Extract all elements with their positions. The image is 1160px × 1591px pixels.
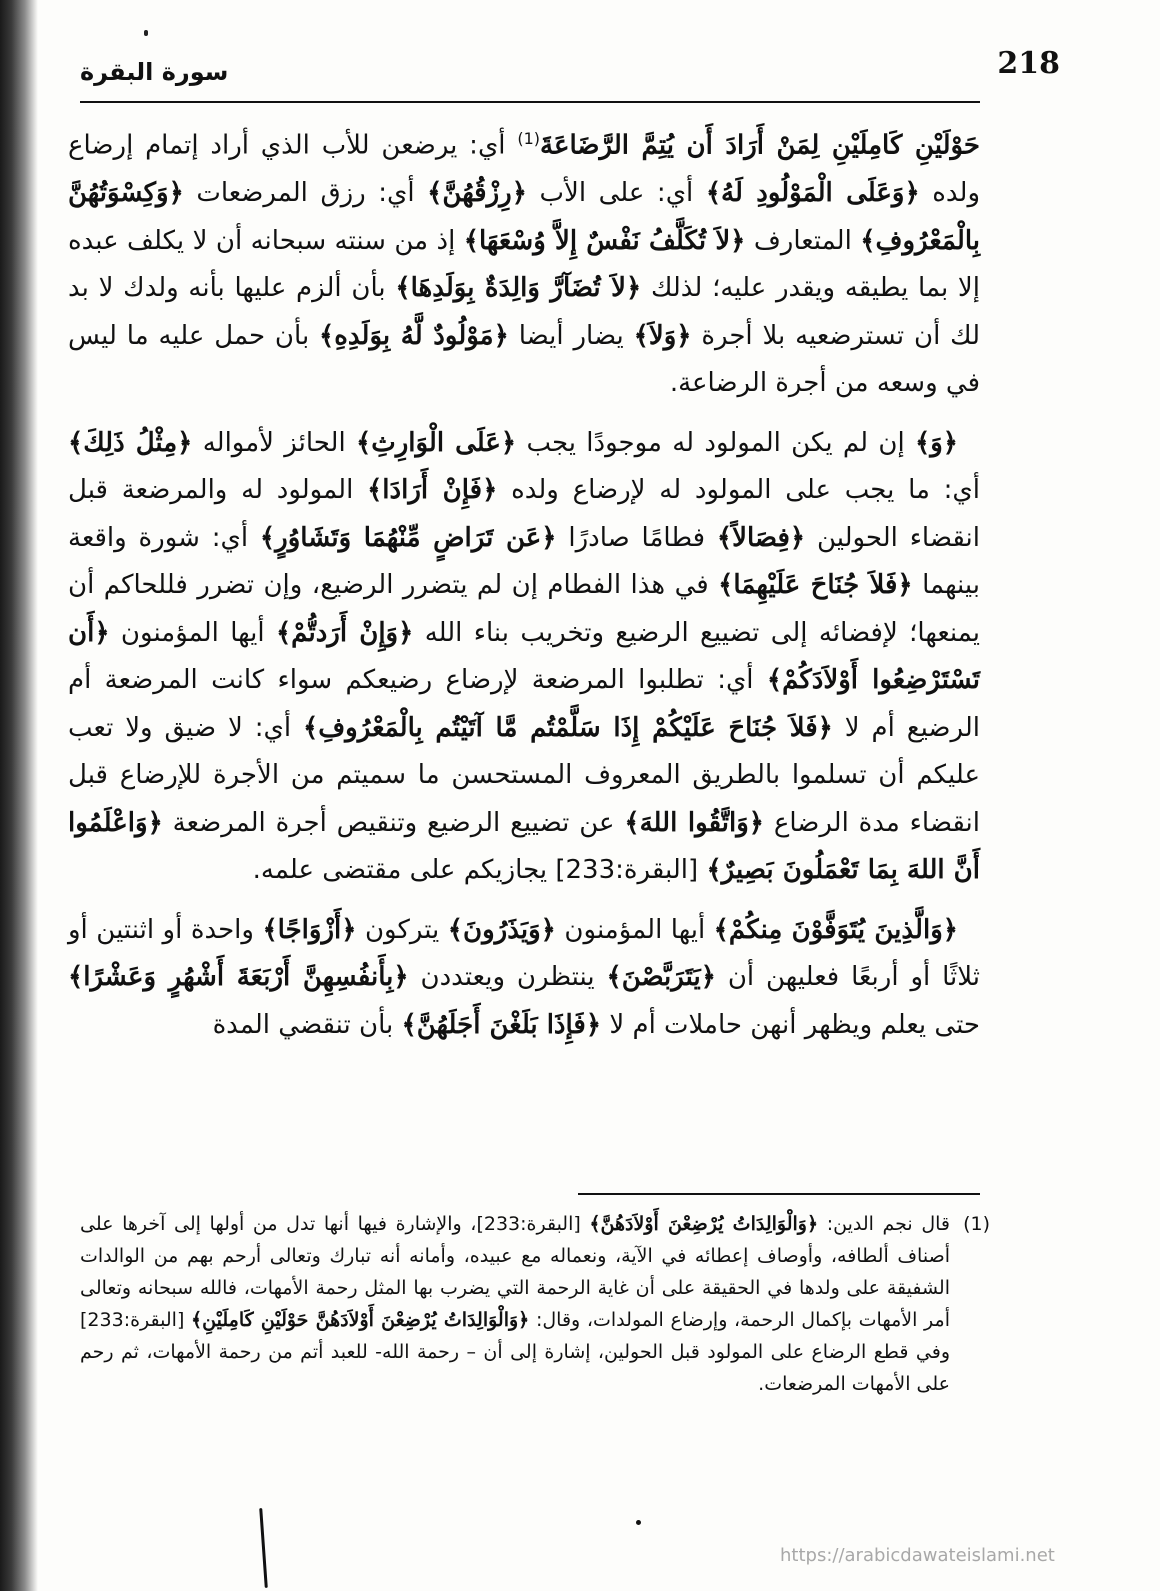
commentary-text: [البقرة:233]، والإشارة فيها أنها تدل من أولها إلى آخرها على أصناف ألطافه، وأوصاف إعطائه في الآية، ونعماله مع عبيده، وأمانه أنه تبارك وتعالى أرحم بهم من الوالدات الشفيقة على ولدها في الحقيقة على أن غاية الرحمة التي يضرب بها المثل رحمة الأمهات، فالله سبحانه وتعالى أمر الأمهات بإكمال الرحمة، وإرضاع المولدات، وقال: (80, 1213, 950, 1331)
quran-quote: ﴿فَلاَ جُنَاحَ عَلَيْهِمَا﴾ (718, 570, 913, 601)
main-text (68, 115, 980, 1061)
commentary-text: حتى يعلم ويظهر أنهن حاملات أم لا (601, 1009, 980, 1040)
paragraph (68, 420, 980, 895)
commentary-text: إن لم يكن المولود له موجودًا يجب (516, 427, 915, 458)
quran-quote: ﴿مَوْلُودٌ لَّهُ بِوَلَدِهِ﴾ (319, 320, 509, 351)
ink-dot (636, 1520, 641, 1525)
quran-quote: ﴿أَزْوَاجًا﴾ (262, 914, 357, 945)
commentary-text: يضار أيضا (508, 320, 634, 351)
quran-quote: ﴿وَلاَ﴾ (633, 320, 692, 351)
quran-quote: حَوْلَيْنِ كَامِلَيْنِ لِمَنْ أَرَادَ أَن يُتِمَّ الرَّضَاعَةَ (540, 130, 980, 161)
pen-stroke (259, 1508, 268, 1588)
quran-quote: ﴿عَن تَرَاضٍ مِّنْهُمَا وَتَشَاوُرٍ﴾ (259, 522, 557, 553)
watermark: https://arabicdawateislami.net (780, 1545, 1055, 1566)
commentary-text: بأن ألزم عليها بأنه ولدك لا بد لك أن تسترضعيه بلا أجرة (68, 273, 981, 351)
quran-quote: ﴿يَتَرَبَّصْنَ﴾ (606, 962, 716, 993)
quran-quote: ﴿عَلَى الْوَارِثِ﴾ (355, 427, 517, 458)
quran-quote: ﴿وَاعْلَمُوا أَنَّ اللهَ بِمَا تَعْمَلُونَ بَصِيرٌ﴾ (68, 807, 980, 886)
quran-quote: ﴿فَإِنْ أَرَادَا﴾ (367, 475, 498, 506)
page-number: 218 (997, 46, 1060, 81)
commentary-text: أي: شورة واقعة بينهما (68, 522, 980, 601)
quran-quote: ﴿لاَ تُضَآرَّ وَالِدَةٌ بِوَلَدِهَا﴾ (395, 273, 642, 304)
footnote (80, 1208, 990, 1400)
footnote-reference: (1) (517, 129, 541, 148)
quran-quote: ﴿مِثْلُ ذَلِكَ﴾ (68, 427, 193, 458)
quran-quote: ﴿لاَ تُكَلَّفُ نَفْسٌ إِلاَّ وُسْعَهَا﴾ (463, 225, 746, 256)
header-rule (80, 101, 980, 103)
quran-quote: ﴿رِزْقُهُنَّ﴾ (427, 178, 527, 209)
commentary-text: بأن تنقضي المدة (212, 1009, 402, 1040)
quran-quote: ﴿وَاتَّقُوا اللهَ﴾ (624, 807, 764, 838)
quran-quote: ﴿وَالْوَالِدَاتُ يُرْضِعْنَ أَوْلاَدَهُنَّ حَوْلَيْنِ كَامِلَيْنِ﴾ (191, 1309, 530, 1331)
quran-quote: ﴿بِأَنفُسِهِنَّ أَرْبَعَةَ أَشْهُرٍ وَعَشْرًا﴾ (68, 962, 409, 993)
page-header (80, 38, 1080, 98)
quran-quote: ﴿فَإِذَا بَلَغْنَ أَجَلَهُنَّ﴾ (401, 1009, 602, 1040)
commentary-text: المولود له والمرضعة قبل انقضاء الحولين (68, 475, 980, 553)
footnotes (80, 1208, 990, 1400)
commentary-text: أي: تطلبوا المرضعة لإرضاع رضيعكم سواء كانت المرضعة أم الرضيع أم لا (68, 665, 980, 743)
commentary-text: أي: رزق المرضعات (183, 178, 428, 209)
running-title: سورة البقرة (80, 58, 229, 86)
commentary-text: [البقرة:233] وفي قطع الرضاع على المولود قبل الحولين، إشارة إلى أن – رحمة الله- للعبد أتم من رحمة الأمهات، ثم رحم على الأمهات المرضعات. (80, 1309, 950, 1395)
commentary-text: بأن حمل عليه ما ليس في وسعه من أجرة الرضاعة. (68, 320, 980, 399)
quran-quote: ﴿وَالَّذِينَ يُتَوَفَّوْنَ مِنكُمْ﴾ (713, 914, 958, 945)
scan-speck (144, 30, 148, 36)
commentary-text: أيها المؤمنون (555, 914, 714, 945)
commentary-text: [البقرة:233] يجازيكم على مقتضى علمه. (252, 855, 707, 886)
footnote-text (80, 1213, 950, 1395)
commentary-text: ينتظرن ويعتددن (408, 962, 607, 993)
quran-quote: ﴿فَلاَ جُنَاحَ عَلَيْكُمْ إِذَا سَلَّمْتُم مَّا آتَيْتُم بِالْمَعْرُوفِ﴾ (302, 712, 833, 743)
commentary-text: أيها المؤمنون (109, 617, 276, 648)
footnote-rule (578, 1193, 980, 1195)
commentary-text: أي: ما يجب على المولود له لإرضاع ولده (497, 475, 981, 506)
paragraph (68, 907, 980, 1050)
commentary-text: أي: لا ضيق ولا تعب عليكم أن تسلموا بالطريق المعروف المستحسن ما سميتم من الأجرة للإرضاع قبل انقضاء مدة الرضاع (68, 712, 980, 838)
quran-quote: ﴿وَيَذَرُونَ﴾ (447, 914, 556, 945)
commentary-text: واحدة أو اثنتين أو ثلاثًا أو أربعًا فعليهن أن (68, 914, 981, 993)
quran-quote: ﴿وَكِسْوَتُهُنَّ بِالْمَعْرُوفِ﴾ (68, 178, 981, 256)
commentary-text: يتركون (356, 914, 448, 945)
quran-quote: ﴿أَن تَسْتَرْضِعُوا أَوْلاَدَكُمْ﴾ (68, 617, 981, 696)
commentary-text: في هذا الفطام إن لم يتضرر الرضيع، وإن تضرر فللحاكم أن يمنعها؛ لإفضائه إلى تضييع الرضيع وتخريب بناء الله (68, 570, 980, 648)
commentary-text: أي: على الأب (526, 178, 706, 209)
quran-quote: ﴿وَ﴾ (914, 427, 958, 458)
quran-quote: ﴿وَإِنْ أَرَدتُّمْ﴾ (275, 617, 414, 648)
commentary-text: الحائز لأمواله (192, 427, 356, 458)
commentary-text: إذ من سنته سبحانه أن لا يكلف عبده إلا بما يطيقه ويقدر عليه؛ لذلك (68, 225, 980, 304)
scan-shadow-edge (0, 0, 38, 1591)
quran-quote: ﴿فِصَالاً﴾ (716, 522, 806, 553)
commentary-text: فطامًا صادرًا (556, 522, 717, 553)
quran-quote: ﴿وَالْوَالِدَاتُ يُرْضِعْنَ أَوْلاَدَهُنَّ﴾ (589, 1213, 819, 1235)
paragraph (68, 115, 980, 408)
commentary-text: المتعارف (745, 225, 861, 256)
commentary-text: عن تضييع الرضيع وتنقيص أجرة المرضعة (162, 807, 625, 838)
footnote-number: (1) (963, 1213, 991, 1235)
quran-quote: ﴿وَعَلَى الْمَوْلُودِ لَهُ﴾ (705, 178, 920, 209)
commentary-text: أي: يرضعن للأب الذي أراد إتمام إرضاع ولده (68, 130, 980, 209)
commentary-text: قال نجم الدين: (818, 1213, 951, 1235)
